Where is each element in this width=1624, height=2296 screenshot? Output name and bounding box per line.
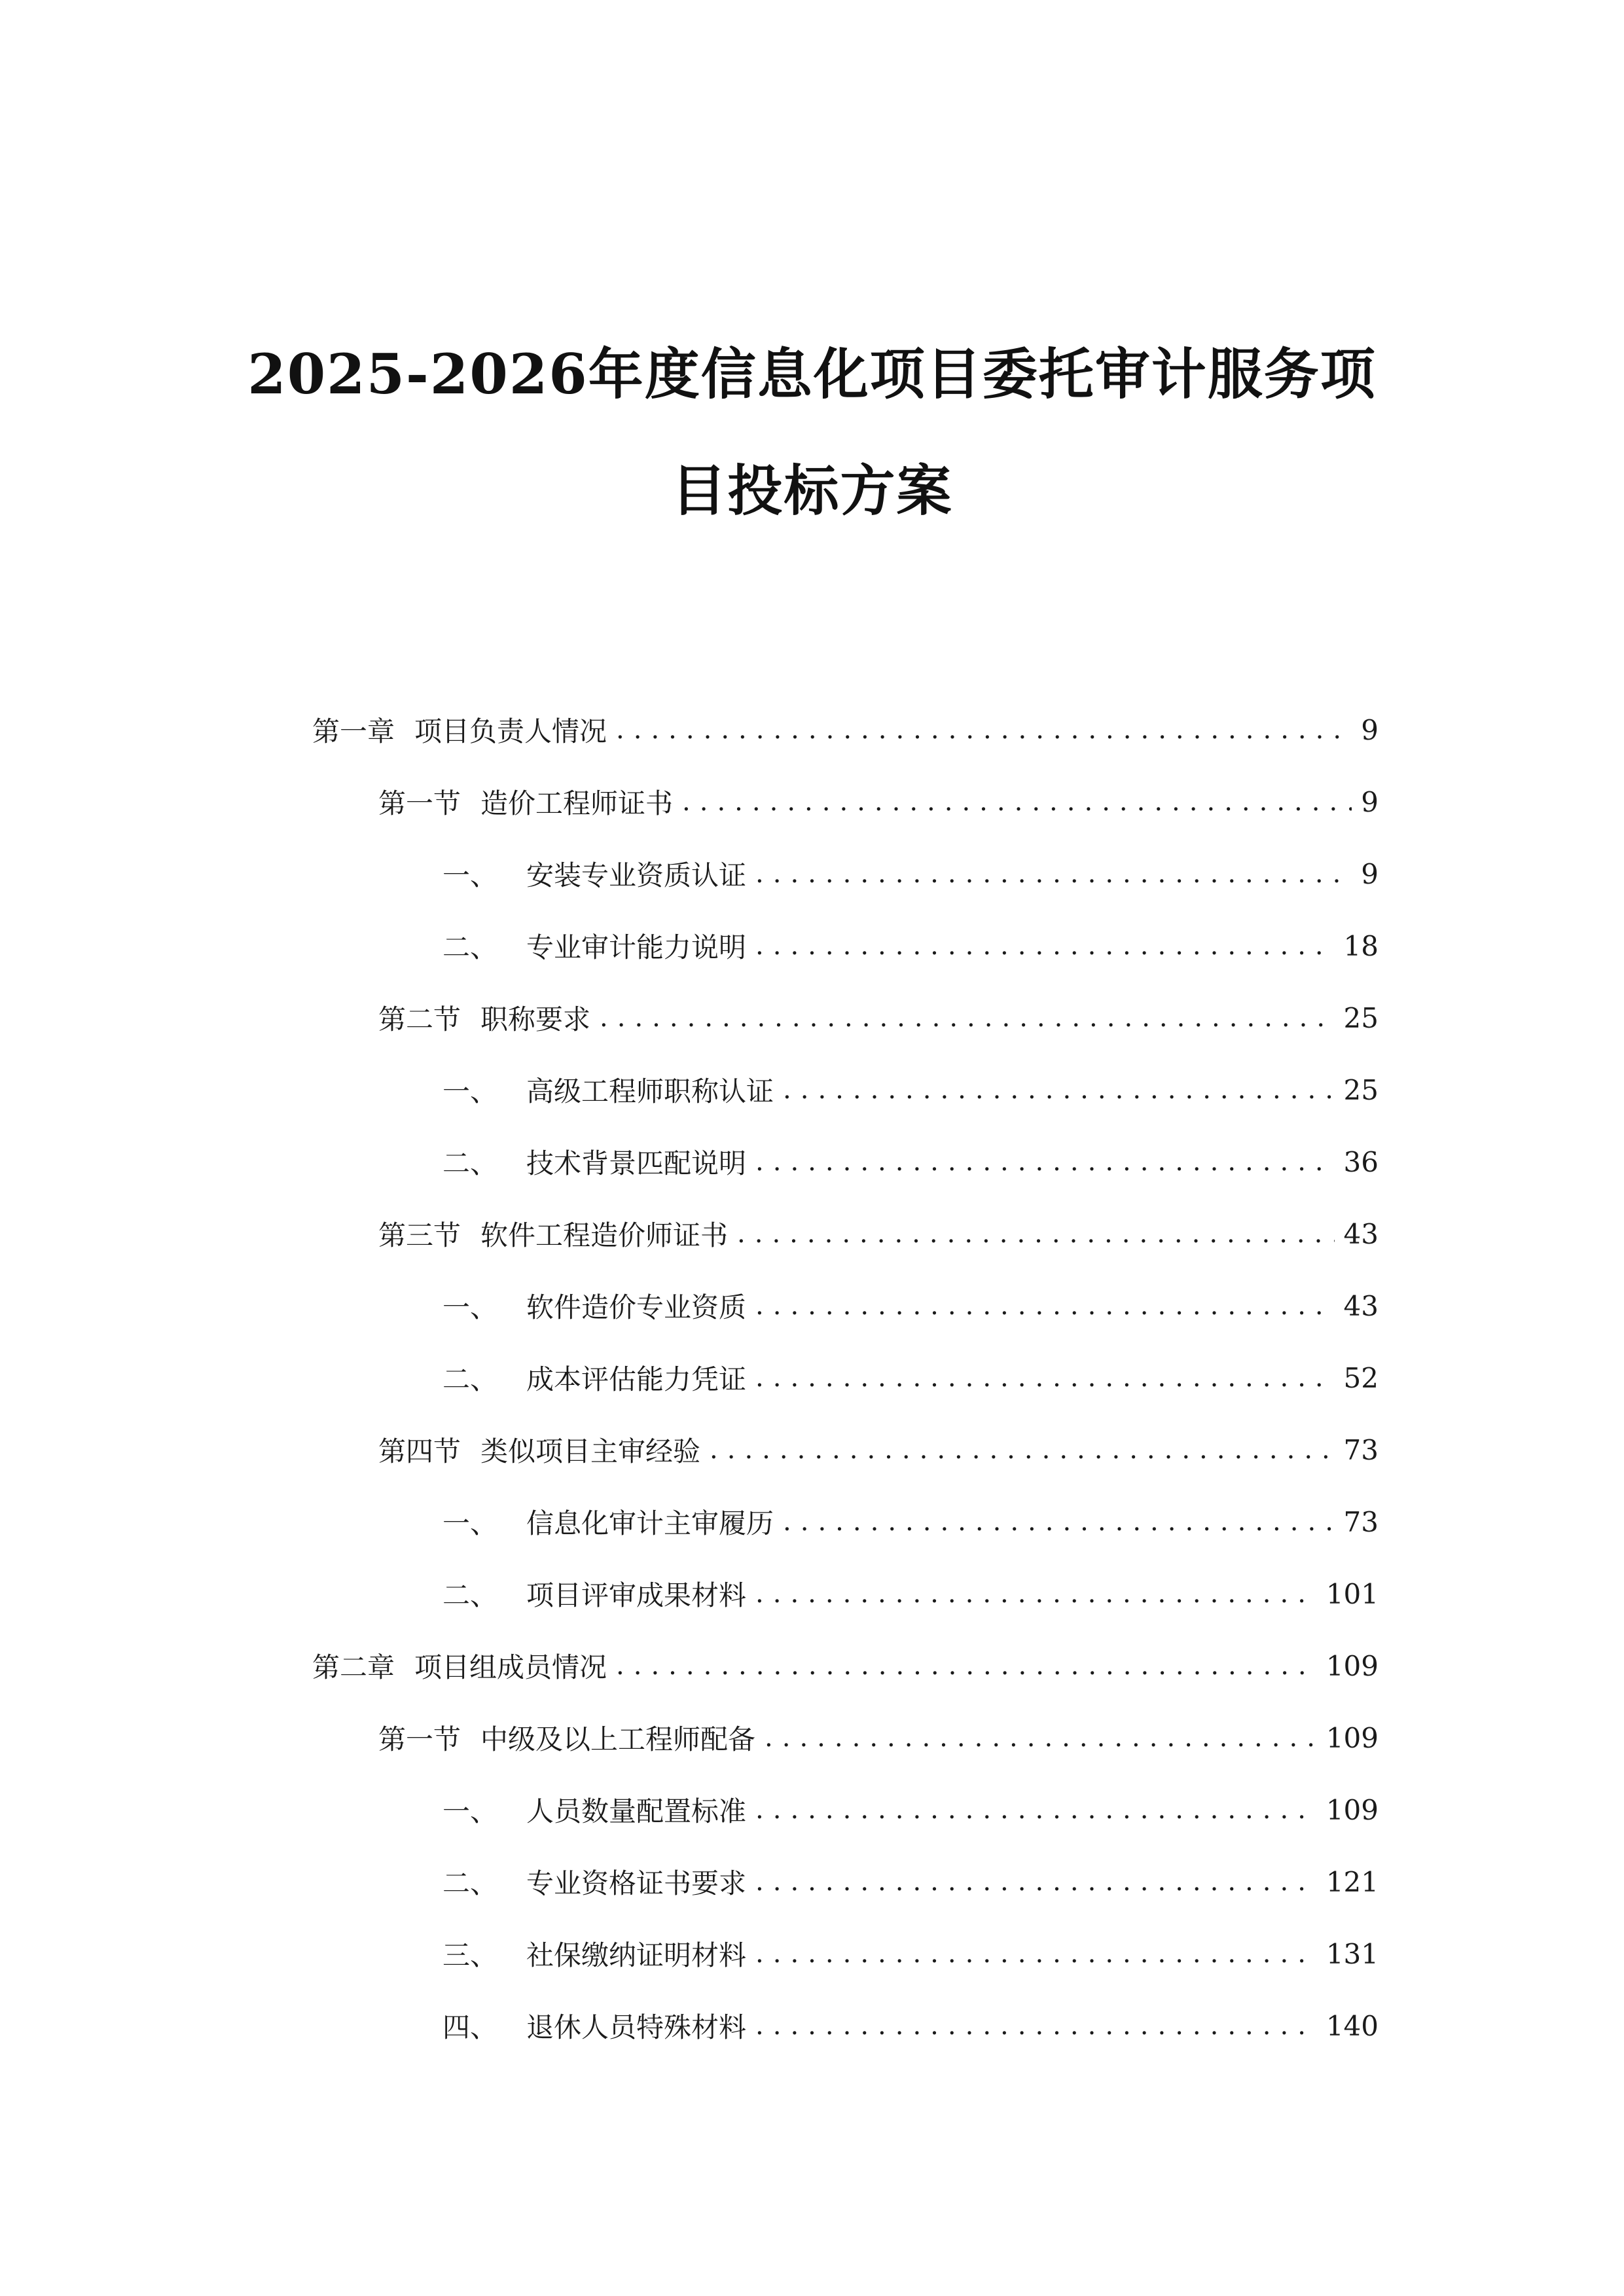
toc-entry-section[interactable] <box>378 1214 1379 1253</box>
toc-entry-section[interactable] <box>378 1430 1379 1469</box>
toc-entry-number: 二、 <box>442 931 498 963</box>
toc-page-number: 121 <box>1326 1865 1379 1898</box>
toc-entry-number: 二、 <box>442 1147 498 1179</box>
toc-page-number: 43 <box>1343 1289 1379 1322</box>
toc-entry-subsection[interactable] <box>442 1070 1379 1109</box>
toc-page-number: 73 <box>1343 1505 1379 1538</box>
toc-page-number: 25 <box>1343 1001 1379 1034</box>
toc-entry-number: 第二章 <box>312 1651 395 1683</box>
toc-dot-leader <box>755 1579 1317 1609</box>
toc-entry-text: 退休人员特殊材料 <box>526 2011 747 2043</box>
toc-page-number: 52 <box>1343 1361 1379 1394</box>
toc-entry-number: 一、 <box>442 1507 498 1539</box>
toc-entry-text: 项目评审成果材料 <box>526 1579 747 1611</box>
toc-entry-number: 四、 <box>442 2011 498 2043</box>
toc-dot-leader <box>710 1435 1335 1465</box>
toc-entry-section[interactable] <box>378 1718 1379 1757</box>
toc-entry-subsection[interactable] <box>442 1142 1379 1181</box>
document-title-line2: 目投标方案 <box>671 458 953 523</box>
toc-entry-subsection[interactable] <box>442 2006 1379 2045</box>
toc-entry-subsection[interactable] <box>442 1574 1379 1613</box>
toc-entry-number: 二、 <box>442 1363 498 1395</box>
toc-page-number: 9 <box>1361 713 1379 746</box>
toc-page-number: 109 <box>1326 1649 1379 1682</box>
toc-page-number: 9 <box>1361 785 1379 818</box>
toc-page-number: 101 <box>1326 1577 1379 1610</box>
toc-entry-text: 项目组成员情况 <box>414 1651 607 1683</box>
toc-dot-leader <box>755 931 1335 961</box>
toc-dot-leader <box>682 787 1352 817</box>
toc-page-number: 36 <box>1343 1145 1379 1178</box>
toc-dot-leader <box>783 1075 1335 1105</box>
toc-dot-leader <box>600 1003 1335 1033</box>
toc-dot-leader <box>783 1507 1335 1537</box>
toc-dot-leader <box>755 1939 1317 1969</box>
toc-entry-number: 三、 <box>442 1939 498 1971</box>
document-title-line1: 2025-2026年度信息化项目委托审计服务项 <box>247 342 1377 406</box>
toc-page-number: 43 <box>1343 1217 1379 1250</box>
toc-dot-leader <box>755 1147 1335 1177</box>
toc-entry-text: 软件造价专业资质 <box>526 1291 747 1323</box>
toc-entry-text: 人员数量配置标准 <box>526 1795 747 1827</box>
toc-entry-subsection[interactable] <box>442 1934 1379 1973</box>
toc-page-number: 73 <box>1343 1433 1379 1466</box>
toc-entry-subsection[interactable] <box>442 1862 1379 1901</box>
toc-dot-leader <box>755 1363 1335 1393</box>
toc-page-number: 25 <box>1343 1073 1379 1106</box>
toc-entry-number: 第一章 <box>312 715 395 747</box>
toc-entry-chapter[interactable] <box>312 1646 1379 1685</box>
toc-entry-text: 造价工程师证书 <box>480 787 674 819</box>
toc-entry-number: 二、 <box>442 1867 498 1899</box>
toc-entry-text: 专业资格证书要求 <box>526 1867 747 1899</box>
toc-dot-leader <box>737 1219 1335 1249</box>
toc-entry-number: 二、 <box>442 1579 498 1611</box>
toc-dot-leader <box>755 2011 1317 2041</box>
toc-entry-text: 中级及以上工程师配备 <box>480 1723 756 1755</box>
toc-dot-leader <box>755 1795 1317 1825</box>
toc-entry-number: 一、 <box>442 1075 498 1107</box>
toc-entry-text: 信息化审计主审履历 <box>526 1507 774 1539</box>
toc-entry-section[interactable] <box>378 998 1379 1037</box>
toc-page-number: 140 <box>1326 2009 1379 2042</box>
toc-entry-section[interactable] <box>378 782 1379 821</box>
toc-entry-text: 专业审计能力说明 <box>526 931 747 963</box>
toc-entry-number: 第一节 <box>378 787 461 819</box>
toc-entry-number: 第三节 <box>378 1219 461 1251</box>
toc-dot-leader <box>616 1651 1317 1681</box>
toc-dot-leader <box>755 859 1352 889</box>
toc-entry-text: 社保缴纳证明材料 <box>526 1939 747 1971</box>
toc-dot-leader <box>755 1867 1317 1897</box>
toc-entry-number: 第四节 <box>378 1435 461 1467</box>
toc-entry-number: 一、 <box>442 1795 498 1827</box>
toc-entry-text: 类似项目主审经验 <box>480 1435 701 1467</box>
toc-entry-text: 项目负责人情况 <box>414 715 607 747</box>
toc-entry-number: 一、 <box>442 1291 498 1323</box>
toc-page-number: 9 <box>1361 857 1379 890</box>
toc-dot-leader <box>755 1291 1335 1321</box>
toc-entry-subsection[interactable] <box>442 1502 1379 1541</box>
toc-entry-number: 一、 <box>442 859 498 891</box>
toc-entry-subsection[interactable] <box>442 926 1379 965</box>
toc-page-number: 109 <box>1326 1721 1379 1754</box>
toc-entry-text: 软件工程造价师证书 <box>480 1219 729 1251</box>
toc-entry-text: 高级工程师职称认证 <box>526 1075 774 1107</box>
toc-entry-subsection[interactable] <box>442 854 1379 893</box>
toc-entry-subsection[interactable] <box>442 1358 1379 1397</box>
toc-entry-text: 职称要求 <box>480 1003 591 1035</box>
toc-page-number: 131 <box>1326 1937 1379 1970</box>
toc-entry-chapter[interactable] <box>312 710 1379 749</box>
toc-entry-text: 成本评估能力凭证 <box>526 1363 747 1395</box>
toc-entry-number: 第二节 <box>378 1003 461 1035</box>
toc-dot-leader <box>616 715 1352 745</box>
toc-entry-subsection[interactable] <box>442 1286 1379 1325</box>
toc-page-number: 18 <box>1343 929 1379 962</box>
toc-page-number: 109 <box>1326 1793 1379 1826</box>
toc-entry-subsection[interactable] <box>442 1790 1379 1829</box>
toc-entry-number: 第一节 <box>378 1723 461 1755</box>
toc-entry-text: 技术背景匹配说明 <box>526 1147 747 1179</box>
toc-entry-text: 安装专业资质认证 <box>526 859 747 891</box>
toc-dot-leader <box>765 1723 1317 1753</box>
